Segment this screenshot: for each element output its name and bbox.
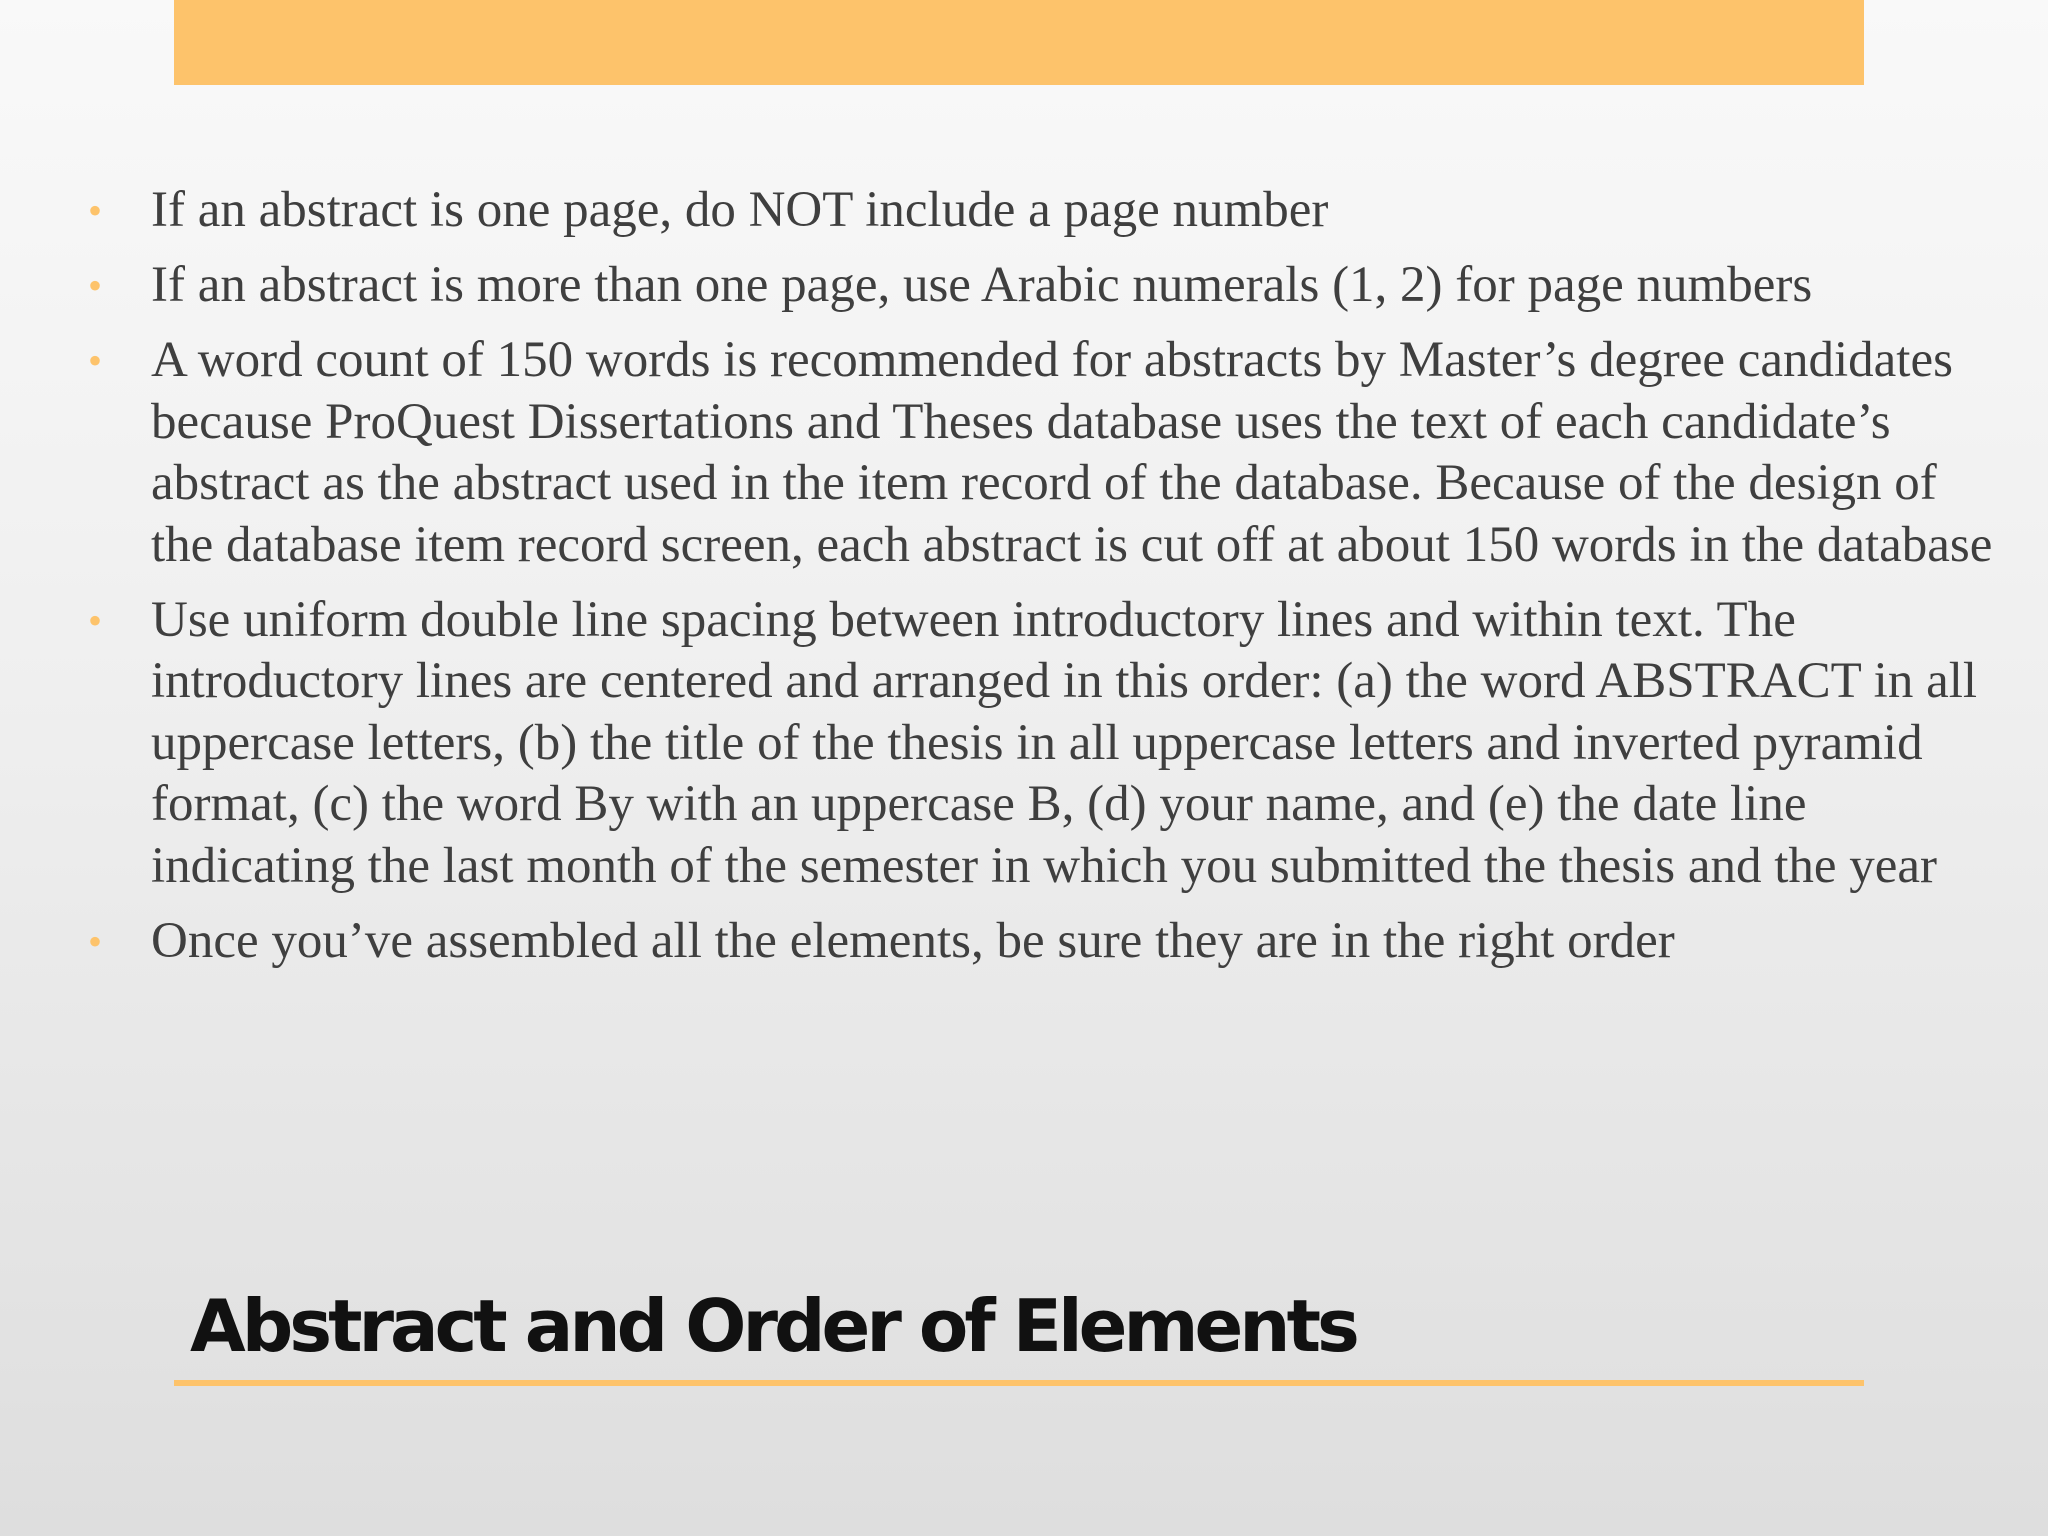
- bullet-dot-icon: •: [88, 918, 103, 964]
- bullet-text: If an abstract is more than one page, use Arabic numerals (1, 2) for page numbers: [151, 257, 1813, 313]
- slide-title: Abstract and Order of Elements: [190, 1284, 1356, 1368]
- bullet-list: [88, 180, 2008, 986]
- bullet-dot-icon: •: [88, 263, 103, 308]
- bullet-item: [88, 180, 2008, 242]
- bullet-dot-icon: •: [88, 188, 103, 233]
- bullet-text: Once you’ve assembled all the elements, be sure they are in the right order: [151, 912, 1675, 969]
- bullet-dot-icon: •: [88, 597, 103, 643]
- bullet-item: [88, 911, 2008, 973]
- bullet-item: [88, 255, 2008, 317]
- bullet-item: [88, 590, 2008, 898]
- title-underline: [174, 1380, 1864, 1386]
- top-accent-bar: [174, 0, 1864, 85]
- bullet-text: Use uniform double line spacing between introductory lines and within text. The introductory lines are centered and arranged in this order: (a) the word ABSTRACT in all uppercase letters, (b) the title of the thesis in all uppercase letters and inverted pyramid format, (c) the word By with an uppercase B, (d) your name, and (e) the date line indicating the last month of the semester in which you submitted the thesis and the year: [151, 591, 1978, 894]
- bullet-dot-icon: •: [88, 338, 103, 383]
- bullet-text: If an abstract is one page, do NOT include a page number: [151, 182, 1329, 238]
- bullet-text: A word count of 150 words is recommended for abstracts by Master’s degree candidates because ProQuest Dissertations and Theses database uses the text of each candidate’s abstract as the abstract used in the item record of the database. Because of the design of the database item record screen, each abstract is cut off at about 150 words in the database: [151, 332, 1993, 573]
- bullet-item: [88, 330, 2008, 576]
